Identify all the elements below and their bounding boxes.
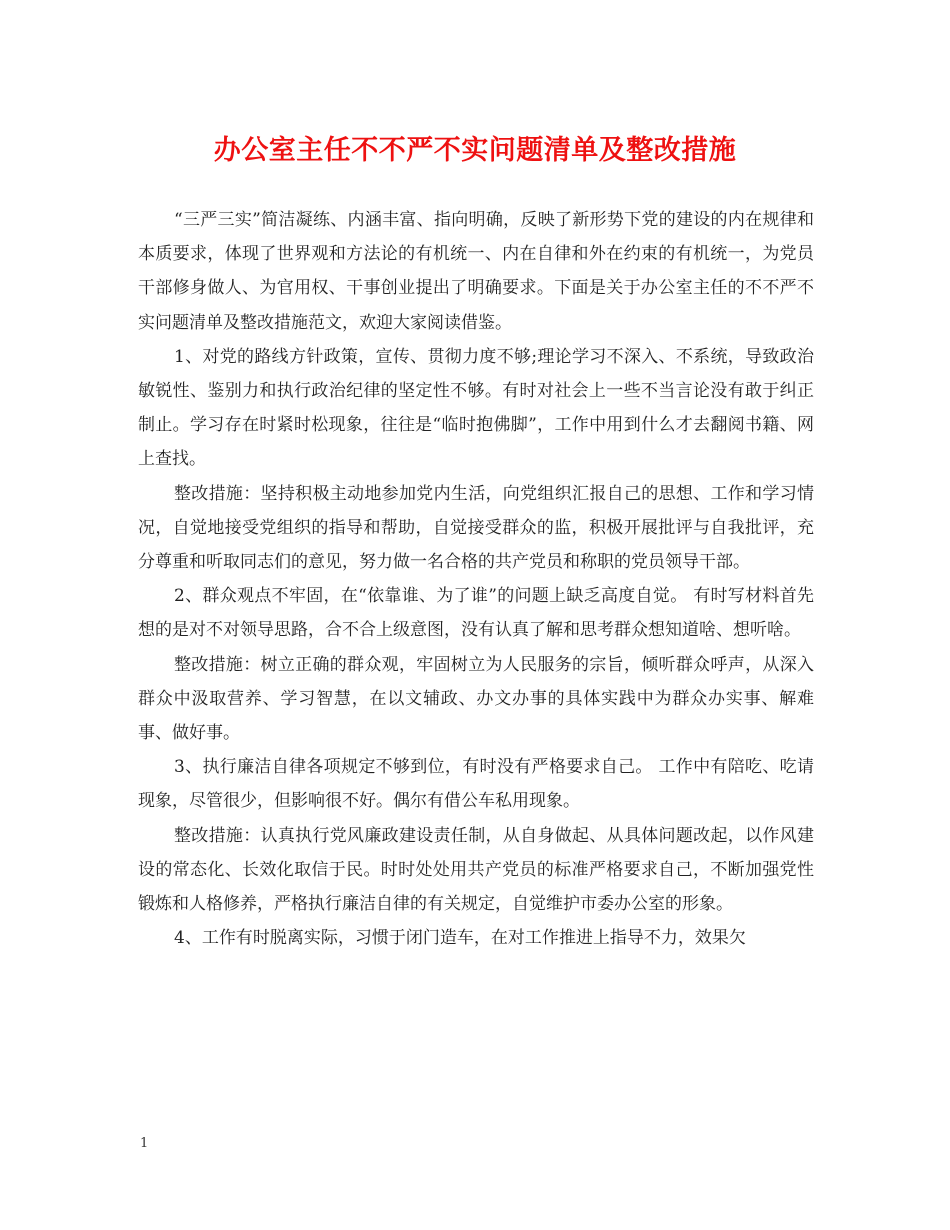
measure-3-paragraph: 整改措施：认真执行党风廉政建设责任制，从自身做起、从具体问题改起，以作风建设的常态化、长效化取信于民。时时处处用共产党员的标准严格要求自己，不断加强党性锻炼和人格修养，严格执行廉洁自律的有关规定，自觉维护市委办公室的形象。 (138, 825, 814, 915)
measure-1-paragraph: 整改措施：坚持积极主动地参加党内生活，向党组织汇报自己的思想、工作和学习情况，自觉地接受党组织的指导和帮助，自觉接受群众的监，积极开展批评与自我批评，充分尊重和听取同志们的意见，努力做一名合格的共产党员和称职的党员领导干部。 (138, 483, 814, 573)
page-number: 1 (140, 1136, 149, 1151)
problem-4-paragraph: 4、工作有时脱离实际，习惯于闭门造车，在对工作推进上指导不力，效果欠 (174, 928, 746, 949)
problem-2-paragraph: 2、群众观点不牢固，在“依靠谁、为了谁”的问题上缺乏高度自觉。 有时写材料首先想的是对不对领导思路，合不合上级意图，没有认真了解和思考群众想知道啥、想听啥。 (138, 586, 814, 641)
intro-paragraph: “三严三实”简洁凝练、内涵丰富、指向明确，反映了新形势下党的建设的内在规律和本质要求，体现了世界观和方法论的有机统一、内在自律和外在约束的有机统一，为党员干部修身做人、为官用权、干事创业提出了明确要求。下面是关于办公室主任的不不严不实问题清单及整改措施范文，欢迎大家阅读借鉴。 (138, 210, 814, 333)
problem-3-paragraph: 3、执行廉洁自律各项规定不够到位，有时没有严格要求自己。 工作中有陪吃、吃请现象，尽管很少，但影响很不好。偶尔有借公车私用现象。 (138, 757, 814, 812)
problem-1-paragraph: 1、对党的路线方针政策，宣传、贯彻力度不够;理论学习不深入、不系统，导致政治敏锐性、鉴别力和执行政治纪律的坚定性不够。有时对社会上一些不当言论没有敢于纠正制止。学习存在时紧时松现象，往往是“临时抱佛脚”，工作中用到什么才去翻阅书籍、网上查找。 (138, 346, 814, 470)
document-title: 办公室主任不不严不实问题清单及整改措施 (213, 135, 737, 166)
measure-2-paragraph: 整改措施：树立正确的群众观，牢固树立为人民服务的宗旨，倾听群众呼声，从深入群众中汲取营养、学习智慧，在以文辅政、办文办事的具体实践中为群众办实事、解难事、做好事。 (138, 654, 814, 744)
document-body (138, 203, 814, 955)
